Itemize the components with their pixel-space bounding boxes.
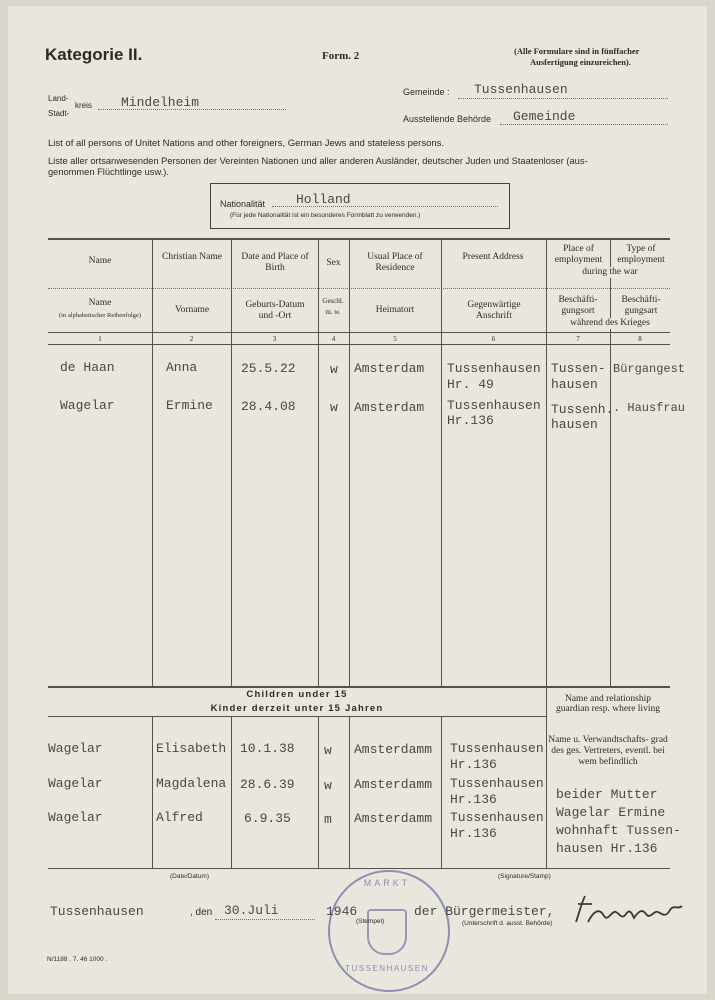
table-bottom-rule — [48, 868, 670, 869]
landkreis-value: Mindelheim — [121, 95, 200, 110]
row2-residence: Amsterdam — [354, 400, 425, 415]
child3-first: Alfred — [156, 810, 203, 825]
child2-address1: Tussenhausen — [450, 776, 544, 791]
child3-birth: 6.9.35 — [244, 811, 291, 826]
child-col-line-2 — [231, 716, 232, 868]
form-number: Form. 2 — [322, 50, 360, 62]
footer-date-line — [215, 919, 315, 920]
intro-german-2: genommen Flüchtlinge usw.). — [48, 167, 169, 177]
stamp-text-top: MARKT — [363, 878, 411, 888]
header-divider — [48, 288, 670, 289]
footer-stempel: (Stempel) — [356, 918, 385, 925]
guardian-line-4: hausen Hr.136 — [556, 841, 658, 856]
row1-address1: Tussenhausen — [447, 361, 541, 376]
row2-first: Ermine — [166, 398, 213, 413]
col-header-address-en: Present Address — [462, 252, 524, 262]
row1-workplace2: hausen — [551, 377, 598, 392]
child2-birth: 28.6.39 — [240, 777, 295, 792]
guardian-header-de: Name u. Verwandtschafts- grad des ges. Vertreters, eventl. bei wem befindlich — [548, 735, 668, 767]
footer-den: , den — [190, 907, 213, 918]
table-top-rule — [48, 238, 670, 240]
col-num-8: 8 — [638, 335, 642, 343]
child3-name: Wagelar — [48, 810, 103, 825]
guardian-line-1: beider Mutter — [556, 787, 658, 802]
col-num-4: 4 — [331, 335, 336, 343]
stamp-text-bottom: TUSSENHAUSEN — [345, 964, 429, 973]
child2-sex: w — [324, 778, 332, 793]
col-header-name-en: Name — [88, 256, 112, 266]
landkreis-label-mid: kreis — [75, 101, 92, 110]
nationality-label: Nationalität — [220, 199, 266, 209]
col-header-residence-de: Heimatort — [375, 305, 415, 315]
behoerde-line — [500, 124, 668, 125]
row2-sex: w — [330, 400, 338, 415]
col-num-5: 5 — [393, 335, 397, 343]
col-num-7: 7 — [576, 335, 580, 343]
intro-german-1: Liste aller ortsanwesenden Personen der Vereinten Nationen und aller anderen Ausländer, deutscher Juden und Staatenloser (aus- — [48, 156, 588, 166]
footer-title: der Bürgermeister, — [414, 904, 555, 919]
col-line-4 — [349, 238, 350, 688]
landkreis-label-top: Land- — [48, 94, 69, 103]
guardian-line-2: Wagelar Ermine — [556, 805, 666, 820]
col-num-3: 3 — [272, 335, 277, 343]
date-caption: (Date/Datum) — [170, 873, 210, 880]
stamp-shield — [367, 909, 407, 955]
row2-workplace2: hausen — [551, 417, 598, 432]
row1-birth: 25.5.22 — [241, 361, 296, 376]
col-num-1: 1 — [98, 335, 102, 343]
row1-sex: w — [330, 362, 338, 377]
child3-residence: Amsterdamm — [354, 811, 433, 826]
intro-english: List of all persons of Unitet Nations and other foreigners, German Jews and stateless persons. — [48, 138, 445, 149]
child2-address2: Hr.136 — [450, 792, 497, 807]
col-line-1 — [152, 238, 153, 688]
col-header-address-de: Gegenwärtige Anschrift — [467, 300, 521, 321]
landkreis-label-bottom: Stadt- — [48, 109, 70, 118]
footer-date: 30.Juli — [224, 903, 279, 918]
nationality-value: Holland — [296, 192, 351, 207]
row2-workplace1: Tussenh. — [551, 402, 614, 417]
col-header-sex-en: Sex — [326, 258, 341, 268]
col-header-name-de: Name — [88, 298, 112, 308]
col-header-birth-en: Date and Place of Birth — [241, 252, 309, 273]
child1-sex: w — [324, 743, 332, 758]
child1-address2: Hr.136 — [450, 757, 497, 772]
col-num-2: 2 — [189, 335, 194, 343]
during-war-label: during the war — [560, 267, 660, 278]
copies-note-line2: Ausfertigung einzureichen). — [530, 57, 631, 67]
col-line-7 — [610, 238, 611, 688]
row1-address2: Hr. 49 — [447, 377, 494, 392]
footer-year: 1946 — [326, 904, 358, 919]
col-header-first-de: Vorname — [174, 305, 210, 315]
col-header-workplace-en: Place of employment — [554, 244, 603, 265]
child1-first: Elisabeth — [156, 741, 227, 756]
row1-workplace1: Tussen- — [551, 361, 606, 376]
child1-address1: Tussenhausen — [450, 741, 544, 756]
col-header-workplace-de: Beschäfti- gungsort — [558, 295, 598, 316]
child3-sex: m — [324, 812, 332, 827]
guardian-line-3: wohnhaft Tussen- — [556, 823, 681, 838]
row1-name: de Haan — [60, 360, 115, 375]
signature-caption: (Signature/Stamp) — [498, 873, 551, 880]
children-top-rule — [48, 686, 670, 688]
copies-note-line1: (Alle Formulare sind in fünffacher — [514, 46, 640, 56]
child2-name: Wagelar — [48, 776, 103, 791]
col-header-worktype-de: Beschäfti- gungsart — [621, 295, 661, 316]
child-col-line-4 — [349, 716, 350, 868]
col-num-6: 6 — [491, 335, 496, 343]
child2-residence: Amsterdamm — [354, 777, 433, 792]
row2-worktype: . Hausfrau — [613, 401, 686, 415]
col-header-first-en: Christian Name — [162, 252, 222, 262]
footer-place: Tussenhausen — [50, 904, 144, 919]
child2-first: Magdalena — [156, 776, 227, 791]
mayor-signature — [570, 892, 690, 932]
gemeinde-label: Gemeinde : — [403, 87, 450, 97]
nationality-note: (Für jede Nationalität ist ein besonderes Formblatt zu verwenden.) — [230, 212, 421, 219]
row1-first: Anna — [166, 360, 198, 375]
row2-address1: Tussenhausen — [447, 398, 541, 413]
nationality-line — [272, 206, 498, 207]
child-col-line-3 — [318, 716, 319, 868]
row1-residence: Amsterdam — [354, 361, 425, 376]
row1-worktype: Bürgangest — [613, 362, 686, 376]
col-line-5 — [441, 238, 442, 688]
child1-residence: Amsterdamm — [354, 742, 433, 757]
waehrend-label: während des Krieges — [560, 318, 660, 329]
row2-address2: Hr.136 — [447, 413, 494, 428]
gemeinde-line — [458, 98, 668, 99]
col-header-residence-en: Usual Place of Residence — [367, 252, 423, 273]
child3-address1: Tussenhausen — [450, 810, 544, 825]
child-col-line-1 — [152, 716, 153, 868]
children-title-de: Kinder derzeit unter 15 Jahren — [210, 703, 384, 714]
child1-birth: 10.1.38 — [240, 741, 295, 756]
category-title: Kategorie II. — [45, 45, 143, 64]
row2-birth: 28.4.08 — [241, 399, 296, 414]
behoerde-value: Gemeinde — [513, 109, 576, 124]
col-line-2 — [231, 238, 232, 688]
col-header-name-note: (in alphabetischer Reihenfolge) — [59, 312, 141, 319]
guardian-header-en: Name and relationship guardian resp. where living — [556, 694, 660, 714]
col-line-6 — [546, 238, 547, 868]
row2-name: Wagelar — [60, 398, 115, 413]
behoerde-label: Ausstellende Behörde — [403, 114, 492, 124]
children-title-rule — [48, 716, 546, 717]
header-rule-1 — [48, 332, 670, 333]
col-header-worktype-en: Type of employment — [617, 244, 665, 265]
child3-address2: Hr.136 — [450, 826, 497, 841]
col-line-3 — [318, 238, 319, 688]
child-col-line-5 — [441, 716, 442, 868]
col-header-sex-de: Geschl. m. w. — [322, 297, 344, 316]
print-code: N/1188 . 7. 46 1000 . — [47, 956, 108, 963]
col-header-birth-de: Geburts-Datum und -Ort — [245, 300, 305, 321]
gemeinde-value: Tussenhausen — [474, 82, 568, 97]
children-title-en: Children under 15 — [246, 689, 348, 700]
landkreis-line — [98, 109, 286, 110]
footer-unterschrift: (Unterschrift d. ausst. Behörde) — [462, 920, 553, 927]
child1-name: Wagelar — [48, 741, 103, 756]
